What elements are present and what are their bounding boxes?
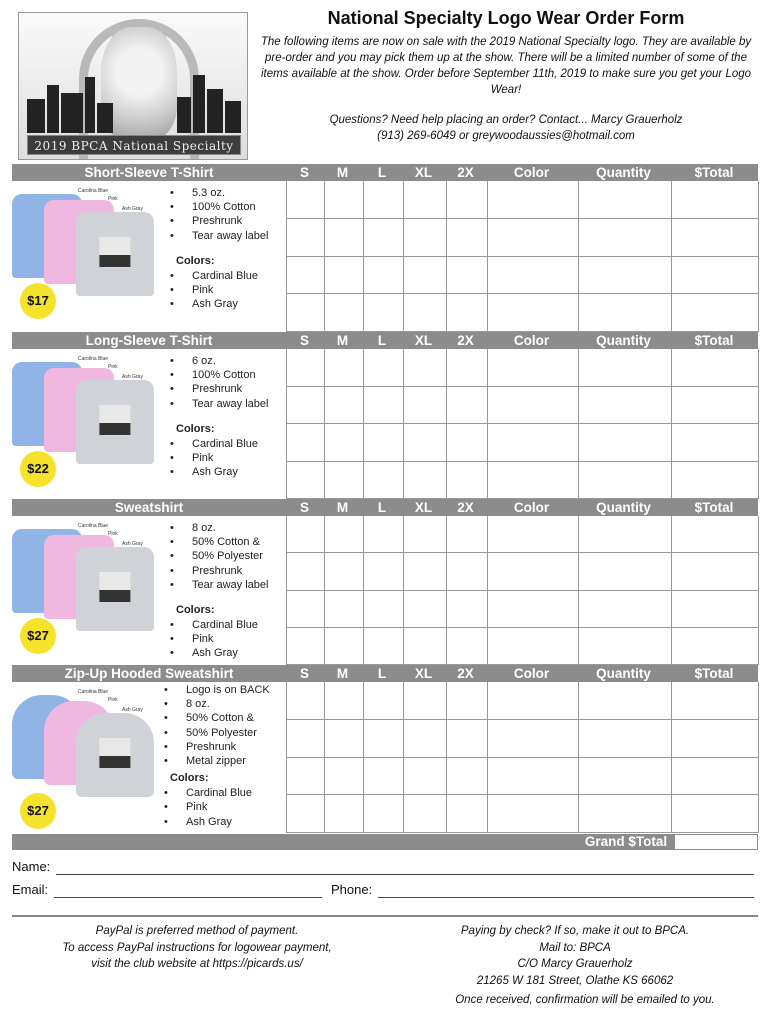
- column-header-s: S: [299, 165, 309, 180]
- grid-column-line: [758, 181, 759, 332]
- email-field[interactable]: [54, 897, 322, 898]
- logo-print: [99, 738, 130, 767]
- feature-item: • Preshrunk: [168, 564, 268, 578]
- grid-column-line: [403, 181, 404, 332]
- color-options-list: [168, 269, 258, 312]
- feature-item: • 50% Cotton &: [162, 711, 270, 725]
- grid-column-line: [487, 349, 488, 499]
- garment-gray: [76, 212, 154, 296]
- feature-item: • 50% Cotton &: [168, 535, 268, 549]
- grid-column-line: [324, 682, 325, 833]
- grid-column-line: [758, 349, 759, 499]
- image-color-label: Carolina Blue: [78, 689, 109, 695]
- logo-print: [99, 405, 130, 434]
- column-header-total: $Total: [694, 165, 734, 180]
- grid-column-line: [446, 516, 447, 665]
- column-header-xl: XL: [414, 165, 433, 180]
- color-option: • Ash Gray: [168, 465, 258, 479]
- color-option: • Ash Gray: [162, 815, 252, 829]
- column-header-quantity: Quantity: [596, 333, 651, 348]
- garment-image: [12, 186, 162, 296]
- column-header-quantity: Quantity: [596, 500, 651, 515]
- color-option: • Ash Gray: [168, 646, 258, 660]
- column-header-color: Color: [513, 333, 550, 348]
- feature-item: • Preshrunk: [168, 214, 268, 228]
- grid-column-line: [446, 349, 447, 499]
- divider: [12, 915, 758, 917]
- colors-label: Colors:: [176, 604, 215, 616]
- order-row[interactable]: [287, 424, 759, 462]
- image-color-label: Ash Gray: [122, 206, 143, 212]
- column-header-m: M: [336, 666, 349, 681]
- column-header-xl: XL: [414, 666, 433, 681]
- image-color-label: Carolina Blue: [78, 356, 109, 362]
- color-option: • Pink: [168, 451, 258, 465]
- feature-item: • 100% Cotton: [168, 200, 268, 214]
- image-color-label: Pink: [108, 364, 118, 370]
- column-header-l: L: [377, 500, 387, 515]
- intro-text: The following items are now on sale with the 2019 National Specialty logo. They are available by pre-order and you may pick them up at the show. There will be a limited number of some of the items available at the show. Order before September 11th, 2019 to make sure you get your Logo Wear!: [260, 36, 752, 96]
- garment-image: [12, 521, 162, 631]
- feature-item: • Metal zipper: [162, 754, 270, 768]
- color-option: • Cardinal Blue: [168, 269, 258, 283]
- feature-list: [168, 521, 268, 592]
- grid-column-line: [403, 682, 404, 833]
- order-row[interactable]: [287, 758, 759, 796]
- email-label: Email:: [12, 882, 49, 897]
- image-color-label: Pink: [108, 697, 118, 703]
- grid-column-line: [671, 516, 672, 665]
- color-option: • Ash Gray: [168, 297, 258, 311]
- product-section: [12, 499, 758, 665]
- grid-column-line: [671, 682, 672, 833]
- order-row[interactable]: [287, 294, 759, 332]
- product-header-bar: [12, 665, 758, 682]
- feature-item: • Preshrunk: [162, 740, 270, 754]
- order-row[interactable]: [287, 553, 759, 590]
- column-header-color: Color: [513, 500, 550, 515]
- order-row[interactable]: [287, 219, 759, 257]
- grid-column-line: [324, 349, 325, 499]
- price-badge: $17: [20, 283, 56, 319]
- mail-line-1: Paying by check? If so, make it out to BPCA.: [460, 925, 690, 937]
- grid-column-line: [578, 349, 579, 499]
- mail-info: [420, 923, 730, 989]
- color-options-list: [168, 437, 258, 480]
- garment-gray: [76, 547, 154, 631]
- feature-item: • Tear away label: [168, 397, 268, 411]
- payment-info: [32, 923, 362, 973]
- order-row[interactable]: [287, 257, 759, 295]
- column-header-color: Color: [513, 666, 550, 681]
- bpca-logo: [18, 12, 248, 160]
- order-grid: [286, 682, 758, 833]
- contact-line-1: Questions? Need help placing an order? Contact... Marcy Grauerholz: [329, 114, 683, 126]
- image-color-label: Carolina Blue: [78, 188, 109, 194]
- mail-line-2: Mail to: BPCA: [539, 941, 611, 954]
- colors-label: Colors:: [176, 422, 215, 435]
- price-badge: $27: [20, 618, 56, 654]
- color-options-list: [168, 618, 258, 661]
- price-badge: $27: [20, 793, 56, 829]
- grid-column-line: [363, 682, 364, 833]
- column-header-l: L: [377, 333, 387, 348]
- feature-item: • 5.3 oz.: [168, 186, 268, 200]
- color-option: • Cardinal Blue: [168, 437, 258, 451]
- logo-print: [99, 572, 130, 601]
- image-color-label: Ash Gray: [122, 707, 143, 713]
- garment-image: [12, 687, 162, 797]
- grid-column-line: [578, 181, 579, 332]
- grand-total-field[interactable]: [675, 835, 757, 849]
- feature-item: • 8 oz.: [168, 521, 268, 535]
- order-row[interactable]: [287, 387, 759, 425]
- grid-column-line: [578, 516, 579, 665]
- column-header-quantity: Quantity: [596, 666, 651, 681]
- feature-item: • 8 oz.: [162, 697, 270, 711]
- column-header-xl: XL: [414, 333, 433, 348]
- logo-banner: 2019 BPCA National Specialty: [27, 135, 241, 155]
- product-name: Short-Sleeve T-Shirt: [84, 165, 214, 180]
- order-row[interactable]: [287, 349, 759, 387]
- order-row[interactable]: [287, 181, 759, 219]
- grid-column-line: [487, 181, 488, 332]
- product-header-bar: [12, 499, 758, 516]
- color-options-list: [162, 786, 252, 829]
- image-color-label: Ash Gray: [122, 374, 143, 380]
- grid-column-line: [578, 682, 579, 833]
- mail-line-3: C/O Marcy Grauerholz: [517, 958, 633, 970]
- grid-column-line: [487, 682, 488, 833]
- grid-column-line: [363, 349, 364, 499]
- grid-column-line: [446, 181, 447, 332]
- column-header-m: M: [336, 165, 349, 180]
- color-option: • Cardinal Blue: [168, 618, 258, 632]
- column-header-total: $Total: [694, 500, 734, 515]
- order-row[interactable]: [287, 516, 759, 553]
- order-row[interactable]: [287, 720, 759, 758]
- column-header-l: L: [377, 666, 387, 681]
- feature-list: [168, 354, 268, 411]
- column-header-s: S: [299, 666, 309, 681]
- payment-line-3: visit the club website at https://picards.us/: [91, 958, 303, 970]
- mail-line-4: 21265 W 181 Street, Olathe KS 66062: [476, 974, 674, 987]
- name-label: Name:: [12, 859, 51, 874]
- grand-total-label: Grand $Total: [584, 834, 668, 849]
- grand-total-bar: [12, 834, 758, 850]
- grid-column-line: [487, 516, 488, 665]
- garment-gray: [76, 713, 154, 797]
- column-header-l: L: [377, 165, 387, 180]
- column-header-total: $Total: [694, 333, 734, 348]
- payment-line-1: PayPal is preferred method of payment.: [95, 925, 299, 937]
- column-header-m: M: [336, 500, 349, 515]
- column-header-x2: 2X: [457, 333, 474, 348]
- garment-gray: [76, 380, 154, 464]
- feature-item: • Tear away label: [168, 578, 268, 592]
- payment-line-2: To access PayPal instructions for logowear payment,: [62, 941, 332, 954]
- product-name: Zip-Up Hooded Sweatshirt: [64, 666, 234, 681]
- order-grid: [286, 181, 758, 332]
- column-header-total: $Total: [694, 666, 734, 681]
- contact-line-2: (913) 269-6049 or greywoodaussies@hotmail.com: [377, 130, 635, 142]
- order-row[interactable]: [287, 591, 759, 628]
- image-color-label: Ash Gray: [122, 541, 143, 547]
- order-row[interactable]: [287, 682, 759, 720]
- colors-label: Colors:: [176, 254, 215, 267]
- color-option: • Cardinal Blue: [162, 786, 252, 800]
- grid-column-line: [758, 516, 759, 665]
- column-header-quantity: Quantity: [596, 165, 651, 180]
- column-header-color: Color: [513, 165, 550, 180]
- column-header-x2: 2X: [457, 500, 474, 515]
- confirmation-note: Once received, confirmation will be emailed to you.: [455, 994, 715, 1006]
- column-header-x2: 2X: [457, 165, 474, 180]
- grid-column-line: [324, 181, 325, 332]
- product-header-bar: [12, 164, 758, 181]
- feature-item: • 50% Polyester: [168, 549, 268, 563]
- color-option: • Pink: [162, 800, 252, 814]
- garment-image: [12, 354, 162, 464]
- column-header-m: M: [336, 333, 349, 348]
- price-badge: $22: [20, 451, 56, 487]
- image-color-label: Pink: [108, 196, 118, 202]
- order-row[interactable]: [287, 628, 759, 665]
- colors-label: Colors:: [170, 772, 209, 785]
- phone-field[interactable]: [378, 897, 754, 898]
- feature-item: • Tear away label: [168, 229, 268, 243]
- logo-print: [99, 237, 130, 266]
- image-color-label: Pink: [108, 531, 118, 537]
- product-header-bar: [12, 332, 758, 349]
- contact-info: [256, 112, 756, 144]
- product-section: [12, 665, 758, 833]
- column-header-s: S: [299, 500, 309, 515]
- order-grid: [286, 349, 758, 499]
- feature-list: [168, 186, 268, 243]
- grid-column-line: [363, 181, 364, 332]
- feature-item: • 100% Cotton: [168, 368, 268, 382]
- grid-column-line: [403, 349, 404, 499]
- product-name: Sweatshirt: [114, 500, 184, 515]
- grid-column-line: [446, 682, 447, 833]
- grid-column-line: [363, 516, 364, 665]
- skyline-graphic: [27, 73, 241, 133]
- feature-item: • Logo is on BACK: [162, 683, 270, 697]
- order-row[interactable]: [287, 795, 759, 833]
- feature-item: • 6 oz.: [168, 354, 268, 368]
- grid-column-line: [671, 181, 672, 332]
- color-option: • Pink: [168, 283, 258, 297]
- image-color-label: Carolina Blue: [78, 523, 109, 529]
- column-header-xl: XL: [414, 500, 433, 515]
- grid-column-line: [324, 516, 325, 665]
- color-option: • Pink: [168, 632, 258, 646]
- feature-list: [162, 683, 270, 768]
- product-section: [12, 164, 758, 332]
- column-header-x2: 2X: [457, 666, 474, 681]
- order-grid: [286, 516, 758, 665]
- product-section: [12, 332, 758, 499]
- page-title: National Specialty Logo Wear Order Form: [327, 8, 685, 28]
- column-header-s: S: [299, 333, 309, 348]
- phone-label: Phone:: [331, 882, 373, 897]
- name-field[interactable]: [56, 874, 754, 875]
- grid-column-line: [758, 682, 759, 833]
- grid-column-line: [403, 516, 404, 665]
- order-row[interactable]: [287, 462, 759, 500]
- feature-item: • Preshrunk: [168, 382, 268, 396]
- grid-column-line: [671, 349, 672, 499]
- feature-item: • 50% Polyester: [162, 726, 270, 740]
- product-name: Long-Sleeve T-Shirt: [85, 333, 213, 348]
